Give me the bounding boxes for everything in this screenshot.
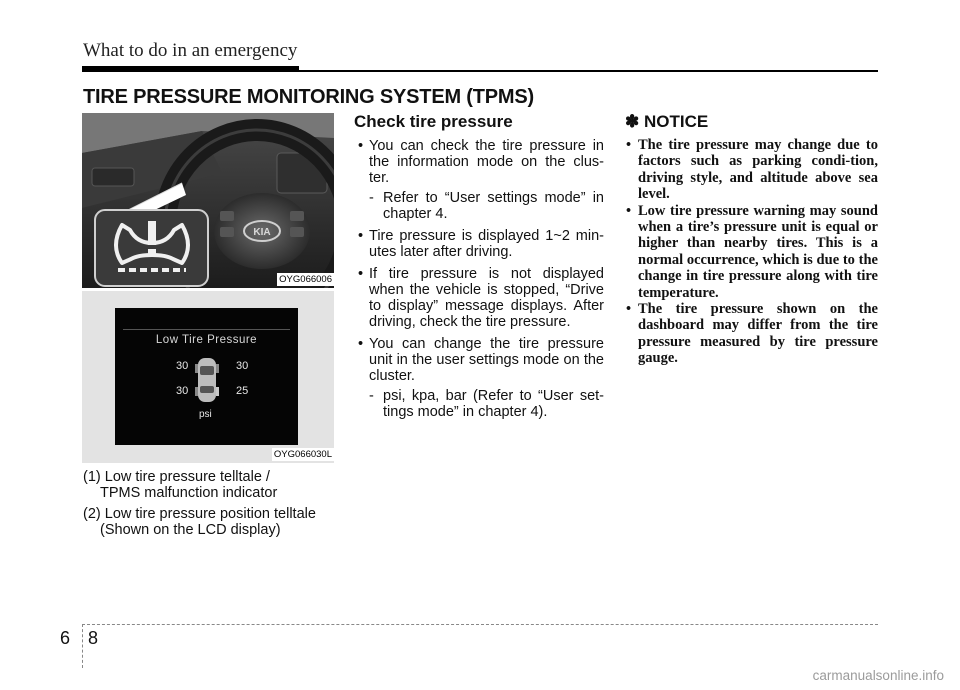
legend-item-1 [83,469,277,501]
rear-left-pressure: 30 [176,385,189,397]
car-top-view-icon [195,356,219,404]
dashboard-photo-figure [82,113,334,288]
lcd-display-figure [82,291,334,463]
section-title: TIRE PRESSURE MONITORING SYSTEM (TPMS) [83,86,534,108]
notice-item-3: • The tire pressure shown on the dashboard may differ from the tire pressure measured by tire pressure gauge. [625,301,878,367]
legend-item-2-line2: (Shown on the LCD display) [100,522,281,538]
dashboard-photo-illustration [82,113,334,288]
rear-right-pressure: 25 [236,385,249,397]
figure-code: OYG066030L [273,449,332,460]
lcd-divider [123,329,290,330]
figure-code: OYG066006 [279,274,332,285]
notice-heading: ✽ NOTICE [625,112,709,131]
header-rule-thin [299,70,878,72]
watermark: carmanualsonline.info [812,668,944,683]
header-rule-thick [82,66,299,72]
notice-item-1: • The tire pressure may change due to factors such as parking condi-tion, driving style, and altitude above sea level. [625,137,878,203]
check-bullet-3: • If tire pressure is not displayed when the vehicle is stopped, “Drive to display” message displays. After driving, check the tire pressure. [354,266,604,330]
lcd-screen [115,308,298,445]
check-sub-item-1 [354,190,604,222]
check-bullet-1: • You can check the tire pressure in the information mode on the clus-ter. [354,138,604,186]
legend-item-1-line1: (1) Low tire pressure telltale / [83,469,270,485]
legend-item-2-line1: (2) Low tire pressure position telltale [83,506,316,522]
pressure-unit: psi [199,409,212,420]
legend-item-1-line2: TPMS malfunction indicator [100,485,278,501]
check-sub-item-2 [354,388,604,420]
dash-marker: - [369,388,374,404]
page-number: 8 [88,628,99,648]
dash-marker: - [369,190,374,206]
check-sub-item-1-text: Refer to “User settings mode” in chapter 4. [383,190,604,222]
legend-item-2 [83,506,316,538]
check-tire-pressure-section [354,112,604,426]
check-bullet-4: • You can change the tire pressure unit in the user settings mode on the cluster. [354,336,604,384]
check-heading: Check tire pressure [354,112,513,131]
footer-rule [82,624,878,625]
svg-text:KIA: KIA [253,227,271,238]
front-left-pressure: 30 [176,360,189,372]
check-sub-item-2-text: psi, kpa, bar (Refer to “User set-tings mode” in chapter 4). [383,388,604,420]
running-header: What to do in an emergency [83,40,298,61]
lcd-title: Low Tire Pressure [155,334,258,346]
front-right-pressure: 30 [236,360,249,372]
notice-item-2: • Low tire pressure warning may sound when a tire’s pressure unit is equal or higher than nearby tires. This is a normal occurrence, which is due to the change in tire pressure along with tire temperature. [625,203,878,301]
chapter-number: 6 [60,628,71,648]
check-bullet-2: • Tire pressure is displayed 1~2 min-utes later after driving. [354,228,604,260]
footer-divider [82,624,83,668]
notice-section [625,112,878,367]
